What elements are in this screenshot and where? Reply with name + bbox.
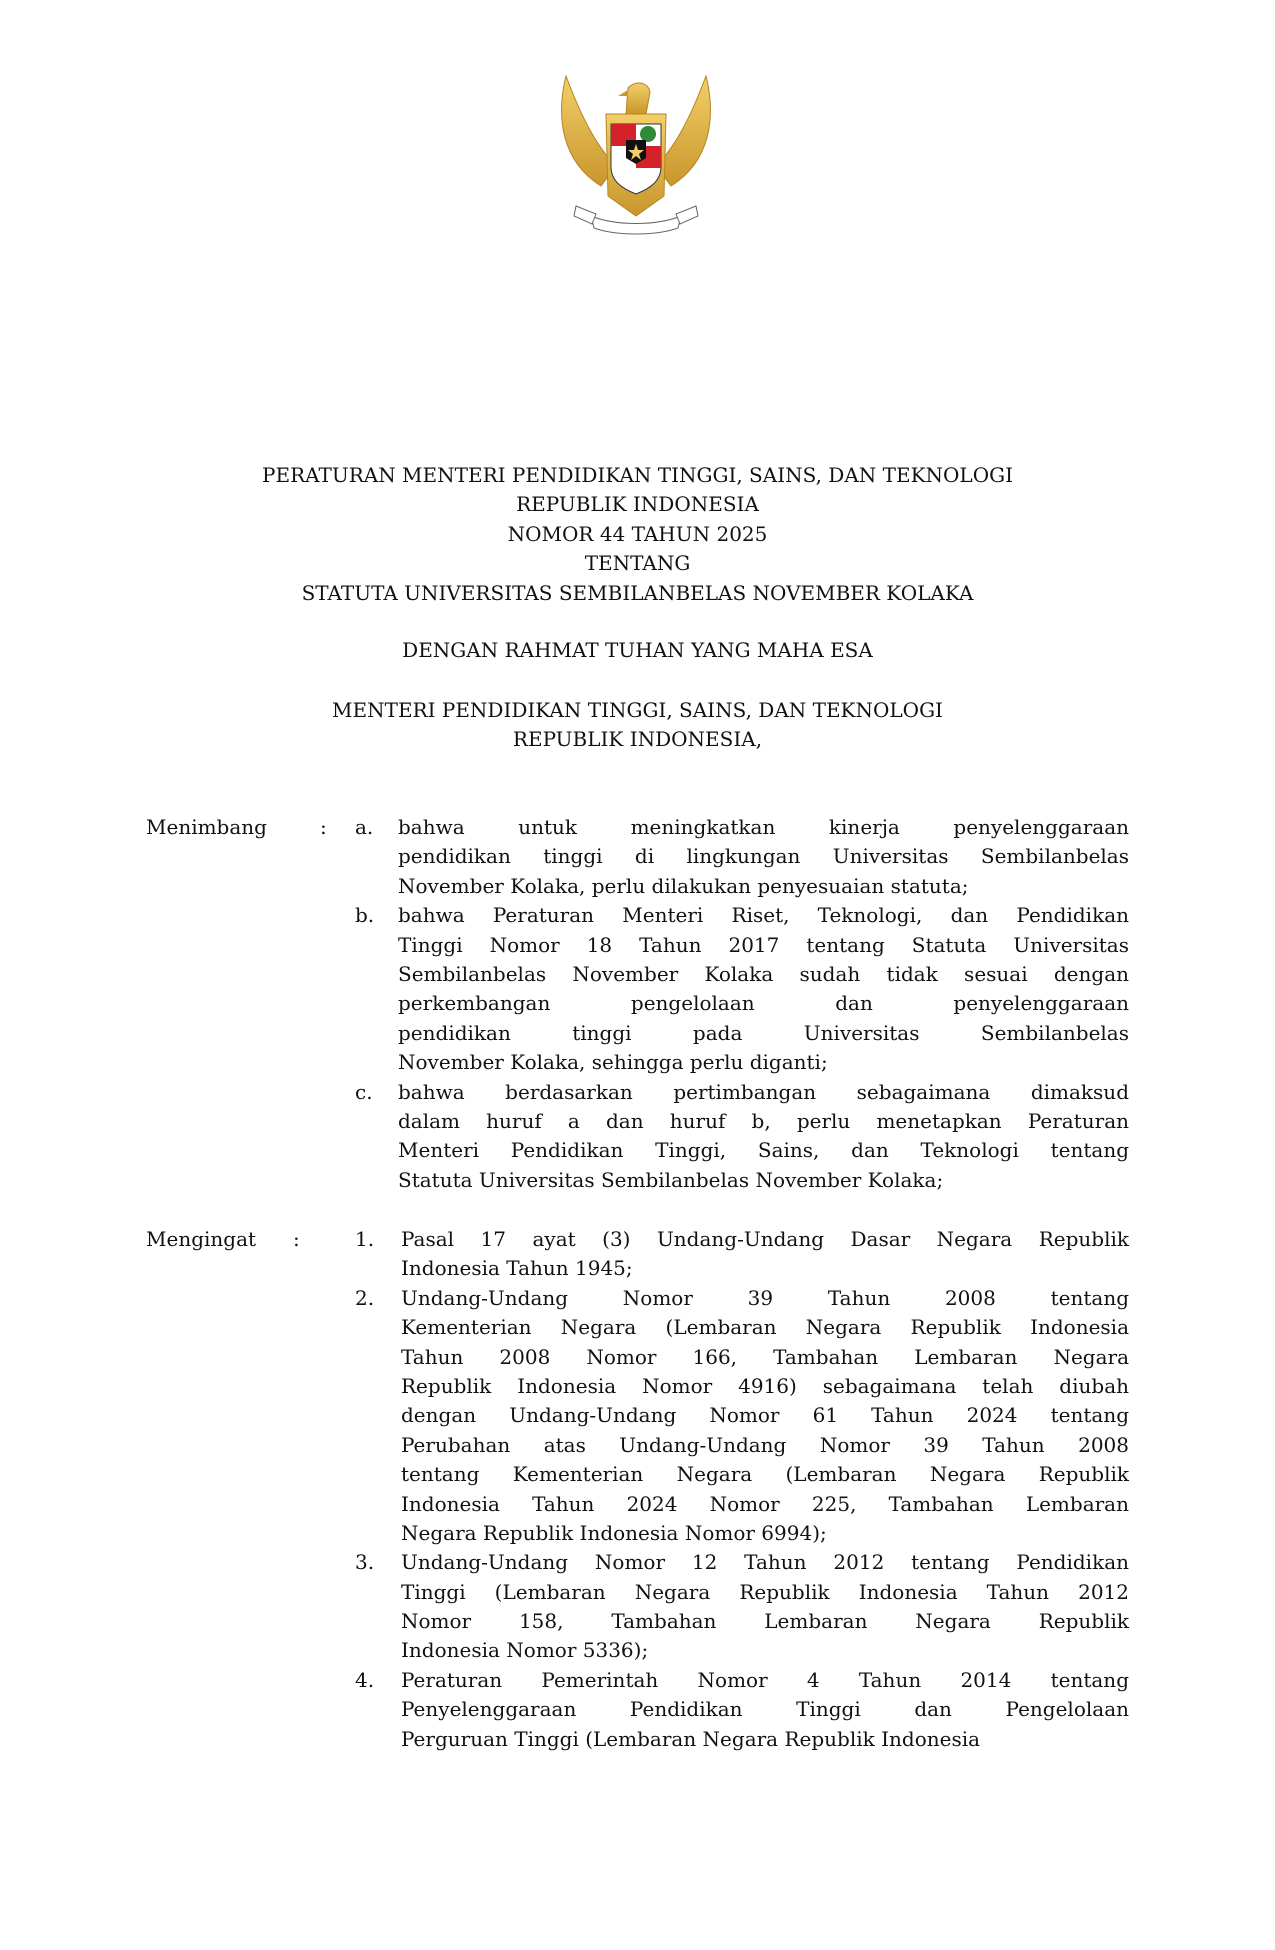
item-text-line: Penyelenggaraan Pendidikan Tinggi dan Pengelolaan (401, 1697, 1129, 1722)
item-text-line: Indonesia Nomor 5336); (401, 1638, 649, 1663)
item-text-line: Tahun 2008 Nomor 166, Tambahan Lembaran Negara (401, 1344, 1129, 1369)
item-text-line: Tinggi Nomor 18 Tahun 2017 tentang Statuta Universitas (398, 932, 1129, 957)
item-text-line: Undang-Undang Nomor 39 Tahun 2008 tentang (401, 1285, 1129, 1310)
menimbang-section (0, 813, 1275, 1195)
item-text-line: Tinggi (Lembaran Negara Republik Indonesia Tahun 2012 (401, 1579, 1129, 1604)
item-text-line: dalam huruf a dan huruf b, perlu menetapkan Peraturan (398, 1108, 1129, 1133)
title-line: REPUBLIK INDONESIA (516, 492, 759, 517)
item-text-line: Statuta Universitas Sembilanbelas November Kolaka; (398, 1167, 944, 1192)
item-text-line: November Kolaka, sehingga perlu diganti; (398, 1050, 828, 1075)
minister-line: REPUBLIK INDONESIA, (512, 727, 763, 752)
item-text-line: pendidikan tinggi pada Universitas Sembilanbelas (398, 1020, 1129, 1045)
minister-heading (0, 696, 1275, 755)
item-text-line: November Kolaka, perlu dilakukan penyesuaian statuta; (398, 873, 969, 898)
list-item (0, 1548, 1275, 1666)
item-text-line: bahwa berdasarkan pertimbangan sebagaimana dimaksud (398, 1079, 1129, 1104)
item-marker: a. (355, 815, 374, 839)
item-text-line: Nomor 158, Tambahan Lembaran Negara Republik (401, 1609, 1129, 1634)
title-line: NOMOR 44 TAHUN 2025 (507, 521, 768, 546)
item-text-line: Indonesia Tahun 2024 Nomor 225, Tambahan Lembaran (401, 1491, 1129, 1516)
item-marker: b. (355, 903, 375, 928)
item-text-line: Peraturan Pemerintah Nomor 4 Tahun 2014 tentang (401, 1667, 1129, 1692)
item-text-line: bahwa Peraturan Menteri Riset, Teknologi, dan Pendidikan (398, 903, 1129, 928)
item-text-line: dengan Undang-Undang Nomor 61 Tahun 2024 tentang (401, 1403, 1129, 1428)
list-item (0, 901, 1275, 1077)
section-colon: : (320, 815, 327, 839)
item-marker: 2. (355, 1285, 375, 1310)
item-text-line: Republik Indonesia Nomor 4916) sebagaimana telah diubah (401, 1373, 1129, 1398)
item-marker: 3. (355, 1550, 375, 1575)
item-text-line: Kementerian Negara (Lembaran Negara Republik Indonesia (401, 1315, 1129, 1340)
item-text-line: tentang Kementerian Negara (Lembaran Negara Republik (401, 1462, 1129, 1487)
regulation-title (0, 461, 1275, 608)
item-marker: 1. (355, 1227, 375, 1251)
section-label: Menimbang (146, 815, 267, 839)
section-colon: : (293, 1227, 300, 1251)
item-text-line: perkembangan pengelolaan dan penyelenggaraan (398, 991, 1129, 1016)
list-item (0, 1284, 1275, 1549)
section-label: Mengingat (146, 1227, 257, 1251)
garuda-pancasila-emblem (556, 66, 716, 240)
list-item (0, 813, 1275, 901)
item-text-line: Negara Republik Indonesia Nomor 6994); (401, 1520, 827, 1545)
item-text-line: Sembilanbelas November Kolaka sudah tidak sesuai dengan (398, 961, 1129, 986)
list-item (0, 1666, 1275, 1754)
item-marker: c. (355, 1079, 373, 1104)
item-marker: 4. (355, 1667, 375, 1692)
list-item (0, 1225, 1275, 1284)
item-text-line: Menteri Pendidikan Tinggi, Sains, dan Teknologi tentang (398, 1138, 1129, 1163)
item-text-line: Perubahan atas Undang-Undang Nomor 39 Tahun 2008 (401, 1432, 1129, 1457)
item-text-line: Perguruan Tinggi (Lembaran Negara Republik Indonesia (401, 1726, 981, 1751)
item-text-line: Undang-Undang Nomor 12 Tahun 2012 tentang Pendidikan (401, 1550, 1129, 1575)
item-text-line: pendidikan tinggi di lingkungan Universitas Sembilanbelas (398, 844, 1129, 869)
title-line: PERATURAN MENTERI PENDIDIKAN TINGGI, SAINS, DAN TEKNOLOGI (262, 463, 1013, 487)
list-item (0, 1078, 1275, 1196)
minister-line: MENTERI PENDIDIKAN TINGGI, SAINS, DAN TEKNOLOGI (332, 698, 943, 722)
mengingat-section (0, 1225, 1275, 1754)
title-line: STATUTA UNIVERSITAS SEMBILANBELAS NOVEMBER KOLAKA (301, 580, 974, 605)
item-text-line: Pasal 17 ayat (3) Undang-Undang Dasar Negara Republik (401, 1227, 1129, 1251)
item-text-line: bahwa untuk meningkatkan kinerja penyelenggaraan (398, 815, 1129, 839)
invocation: DENGAN RAHMAT TUHAN YANG MAHA ESA (402, 638, 873, 662)
item-text-line: Indonesia Tahun 1945; (401, 1256, 633, 1281)
title-line: TENTANG (584, 551, 691, 576)
